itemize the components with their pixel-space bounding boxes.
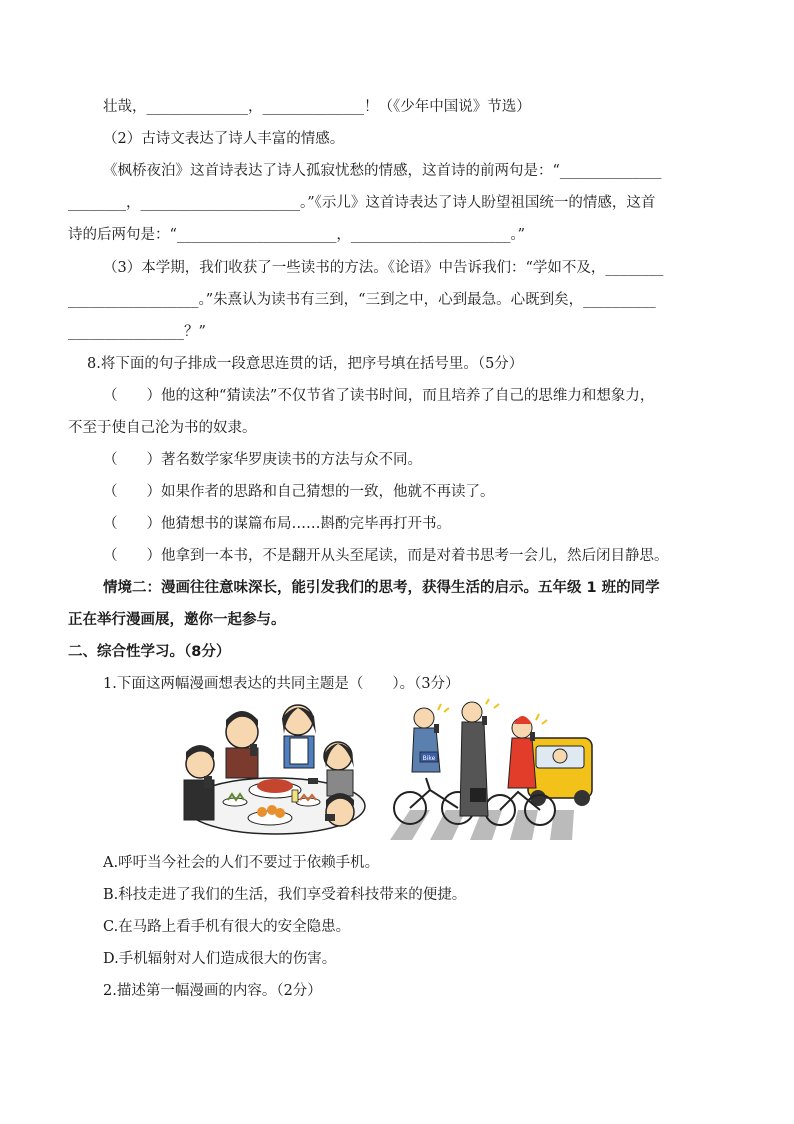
- answer-blank[interactable]: ______________: [146, 99, 248, 115]
- q8-item-4: （ ）他猜想书的谋篇布局……斟酌完毕再打开书。: [103, 516, 451, 532]
- q7-3-line2: __________________。”朱熹认为读书有三到，“三到之中，心到最急。心既到矣，__________: [68, 292, 656, 308]
- q8-item-5: （ ）他拿到一本书，不是翻开从头至尾读，而是对着书思考一会儿，然后闭目静思。: [103, 548, 669, 564]
- q7-2-title: （2）古诗文表达了诗人丰富的情感。: [103, 131, 345, 147]
- comic-family-dinner: [180, 694, 366, 838]
- s2-q2: 2.描述第一幅漫画的内容。（2分）: [103, 983, 322, 999]
- comma: ，: [248, 99, 263, 115]
- poem-source: ！（《少年中国说》节选）: [364, 99, 531, 115]
- section2-title: 二、综合性学习。（8分）: [68, 644, 231, 660]
- comic-street-phones: [390, 698, 596, 840]
- comic-family-dinner-drawing: [180, 694, 366, 838]
- q7-2-line2: ________，______________________。”《示儿》这首诗表达了诗人盼望祖国统一的情感，这首: [68, 195, 656, 211]
- q7-3-line1: （3）本学期，我们收获了一些读书的方法。《论语》中告诉我们：“学如不及，________: [103, 260, 664, 276]
- comic-street-phones-drawing: [390, 698, 596, 840]
- q8-title: 8.将下面的句子排成一段意思连贯的话，把序号填在括号里。（5分）: [87, 356, 524, 372]
- option-b: B.科技走进了我们的生活，我们享受着科技带来的便捷。: [103, 887, 467, 903]
- context2-line1: 情境二：漫画往往意味深长，能引发我们的思考，获得生活的启示。五年级 1 班的同学: [103, 580, 660, 596]
- q7-3-line3: ________________？”: [68, 324, 206, 340]
- option-d: D.手机辐射对人们造成很大的伤害。: [103, 951, 337, 967]
- option-a: A.呼吁当今社会的人们不要过于依赖手机。: [103, 855, 380, 871]
- poem-line: [103, 97, 531, 117]
- q8-item-3: （ ）如果作者的思路和自己猜想的一致，他就不再读了。: [103, 484, 495, 500]
- q7-2-line3: 诗的后两句是：“______________________，______________________。”: [68, 227, 526, 243]
- context2-line2: 正在举行漫画展，邀你一起参与。: [68, 612, 286, 628]
- bike-sign-text: Bike: [422, 755, 436, 762]
- q8-item-2: （ ）著名数学家华罗庚读书的方法与众不同。: [103, 452, 422, 468]
- option-c: C.在马路上看手机有很大的安全隐患。: [103, 919, 351, 935]
- poem-start: 壮哉，: [103, 99, 147, 115]
- q8-item-1-cont: 不至于使自己沦为书的奴隶。: [68, 420, 257, 436]
- q8-item-1: （ ）他的这种“猜读法”不仅节省了读书时间，而且培养了自己的思维力和想象力，: [103, 388, 655, 404]
- q7-2-line1: 《枫桥夜泊》这首诗表达了诗人孤寂忧愁的情感，这首诗的前两句是：“______________: [103, 163, 662, 179]
- answer-blank[interactable]: ______________: [262, 99, 364, 115]
- s2-q1: 1.下面这两幅漫画想表达的共同主题是（ ）。（3分）: [103, 676, 460, 692]
